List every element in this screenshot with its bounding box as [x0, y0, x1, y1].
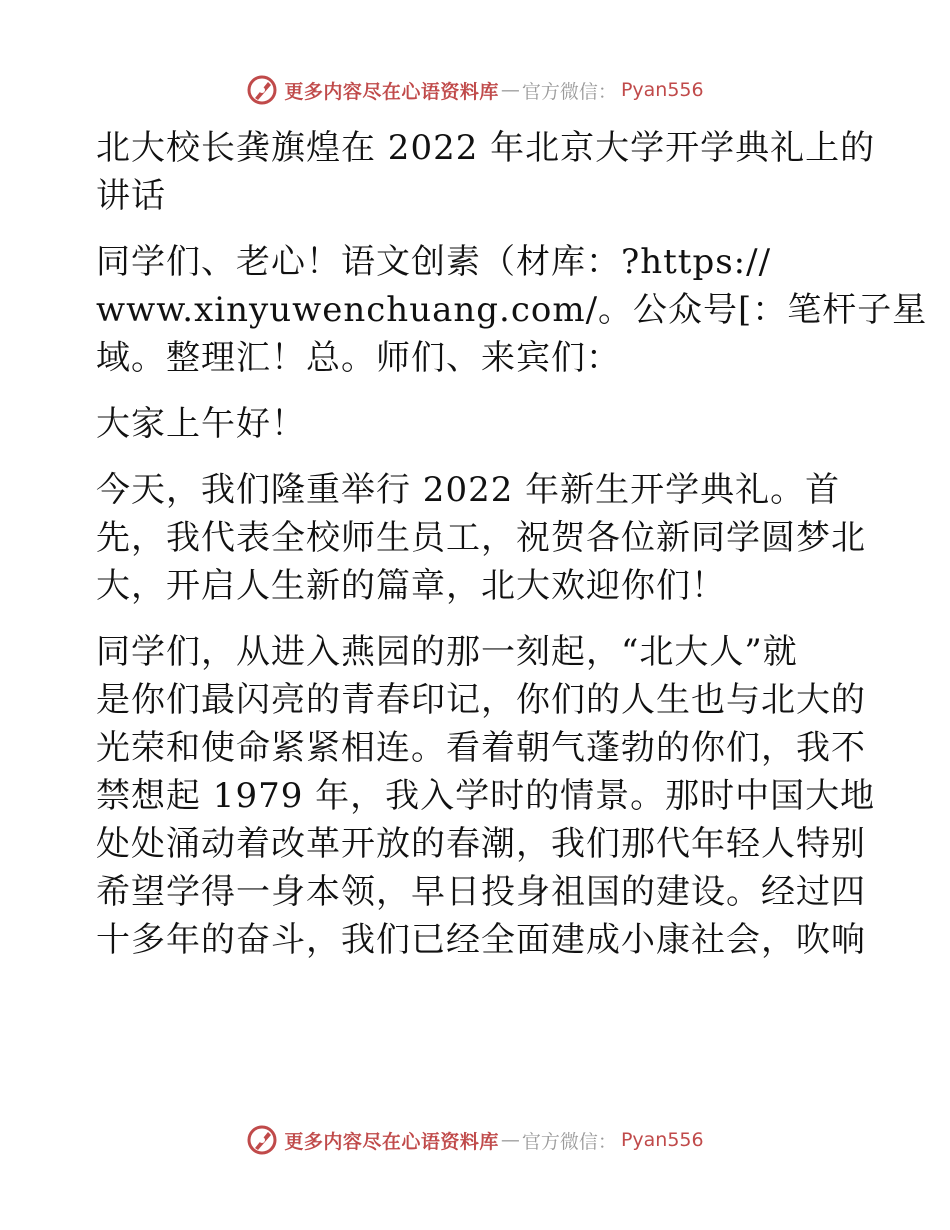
text-line: www.xinyuwenchuang.com/。公众号[：笔杆子星 [96, 290, 928, 330]
text-line: 先，我代表全校师生员工，祝贺各位新同学圆梦北 [96, 518, 866, 558]
paragraph [96, 466, 866, 610]
banner-wechat-id: Pyan556 [620, 1129, 704, 1151]
text-line: 处处涌动着改革开放的春潮，我们那代年轻人特别 [96, 824, 866, 864]
document-body [96, 124, 928, 982]
text-line: 北大校长龚旗煌在 2022 年北京大学开学典礼上的 [96, 128, 876, 168]
text-line: 光荣和使命紧紧相连。看着朝气蓬勃的你们，我不 [96, 728, 866, 768]
text-line: 大家上午好！ [96, 404, 306, 444]
paragraph [96, 238, 928, 382]
banner-separator: — [500, 79, 520, 101]
text-line: 同学们，从进入燕园的那一刻起，“北大人”就 [96, 632, 798, 672]
banner-text: 更多内容尽在心语资料库 [284, 1130, 499, 1153]
banner-wechat-label: 官方微信： [521, 1130, 617, 1153]
text-line: 是你们最闪亮的青春印记，你们的人生也与北大的 [96, 680, 866, 720]
text-line: 禁想起 1979 年，我入学时的情景。那时中国大地 [96, 776, 876, 816]
footer-watermark-banner [0, 1120, 950, 1160]
banner-text: 更多内容尽在心语资料库 [284, 80, 499, 103]
quill-logo-icon [246, 1124, 278, 1156]
text-line: 十多年的奋斗，我们已经全面建成小康社会，吹响 [96, 920, 866, 960]
header-watermark-banner [0, 70, 950, 110]
banner-wechat-label: 官方微信： [521, 80, 617, 103]
text-line: 讲话 [96, 176, 166, 216]
text-line: 今天，我们隆重举行 2022 年新生开学典礼。首 [96, 470, 841, 510]
paragraph [96, 628, 876, 964]
paragraph [96, 400, 856, 448]
text-line: 同学们、老心！语文创素（材库：?https:// [96, 242, 772, 282]
text-line: 域。整理汇！总。师们、来宾们： [96, 338, 621, 378]
document-title [96, 124, 876, 220]
banner-separator: — [500, 1129, 520, 1151]
text-line: 大，开启人生新的篇章，北大欢迎你们！ [96, 566, 726, 606]
quill-logo-icon [246, 74, 278, 106]
text-line: 希望学得一身本领，早日投身祖国的建设。经过四 [96, 872, 866, 912]
banner-wechat-id: Pyan556 [620, 79, 704, 101]
